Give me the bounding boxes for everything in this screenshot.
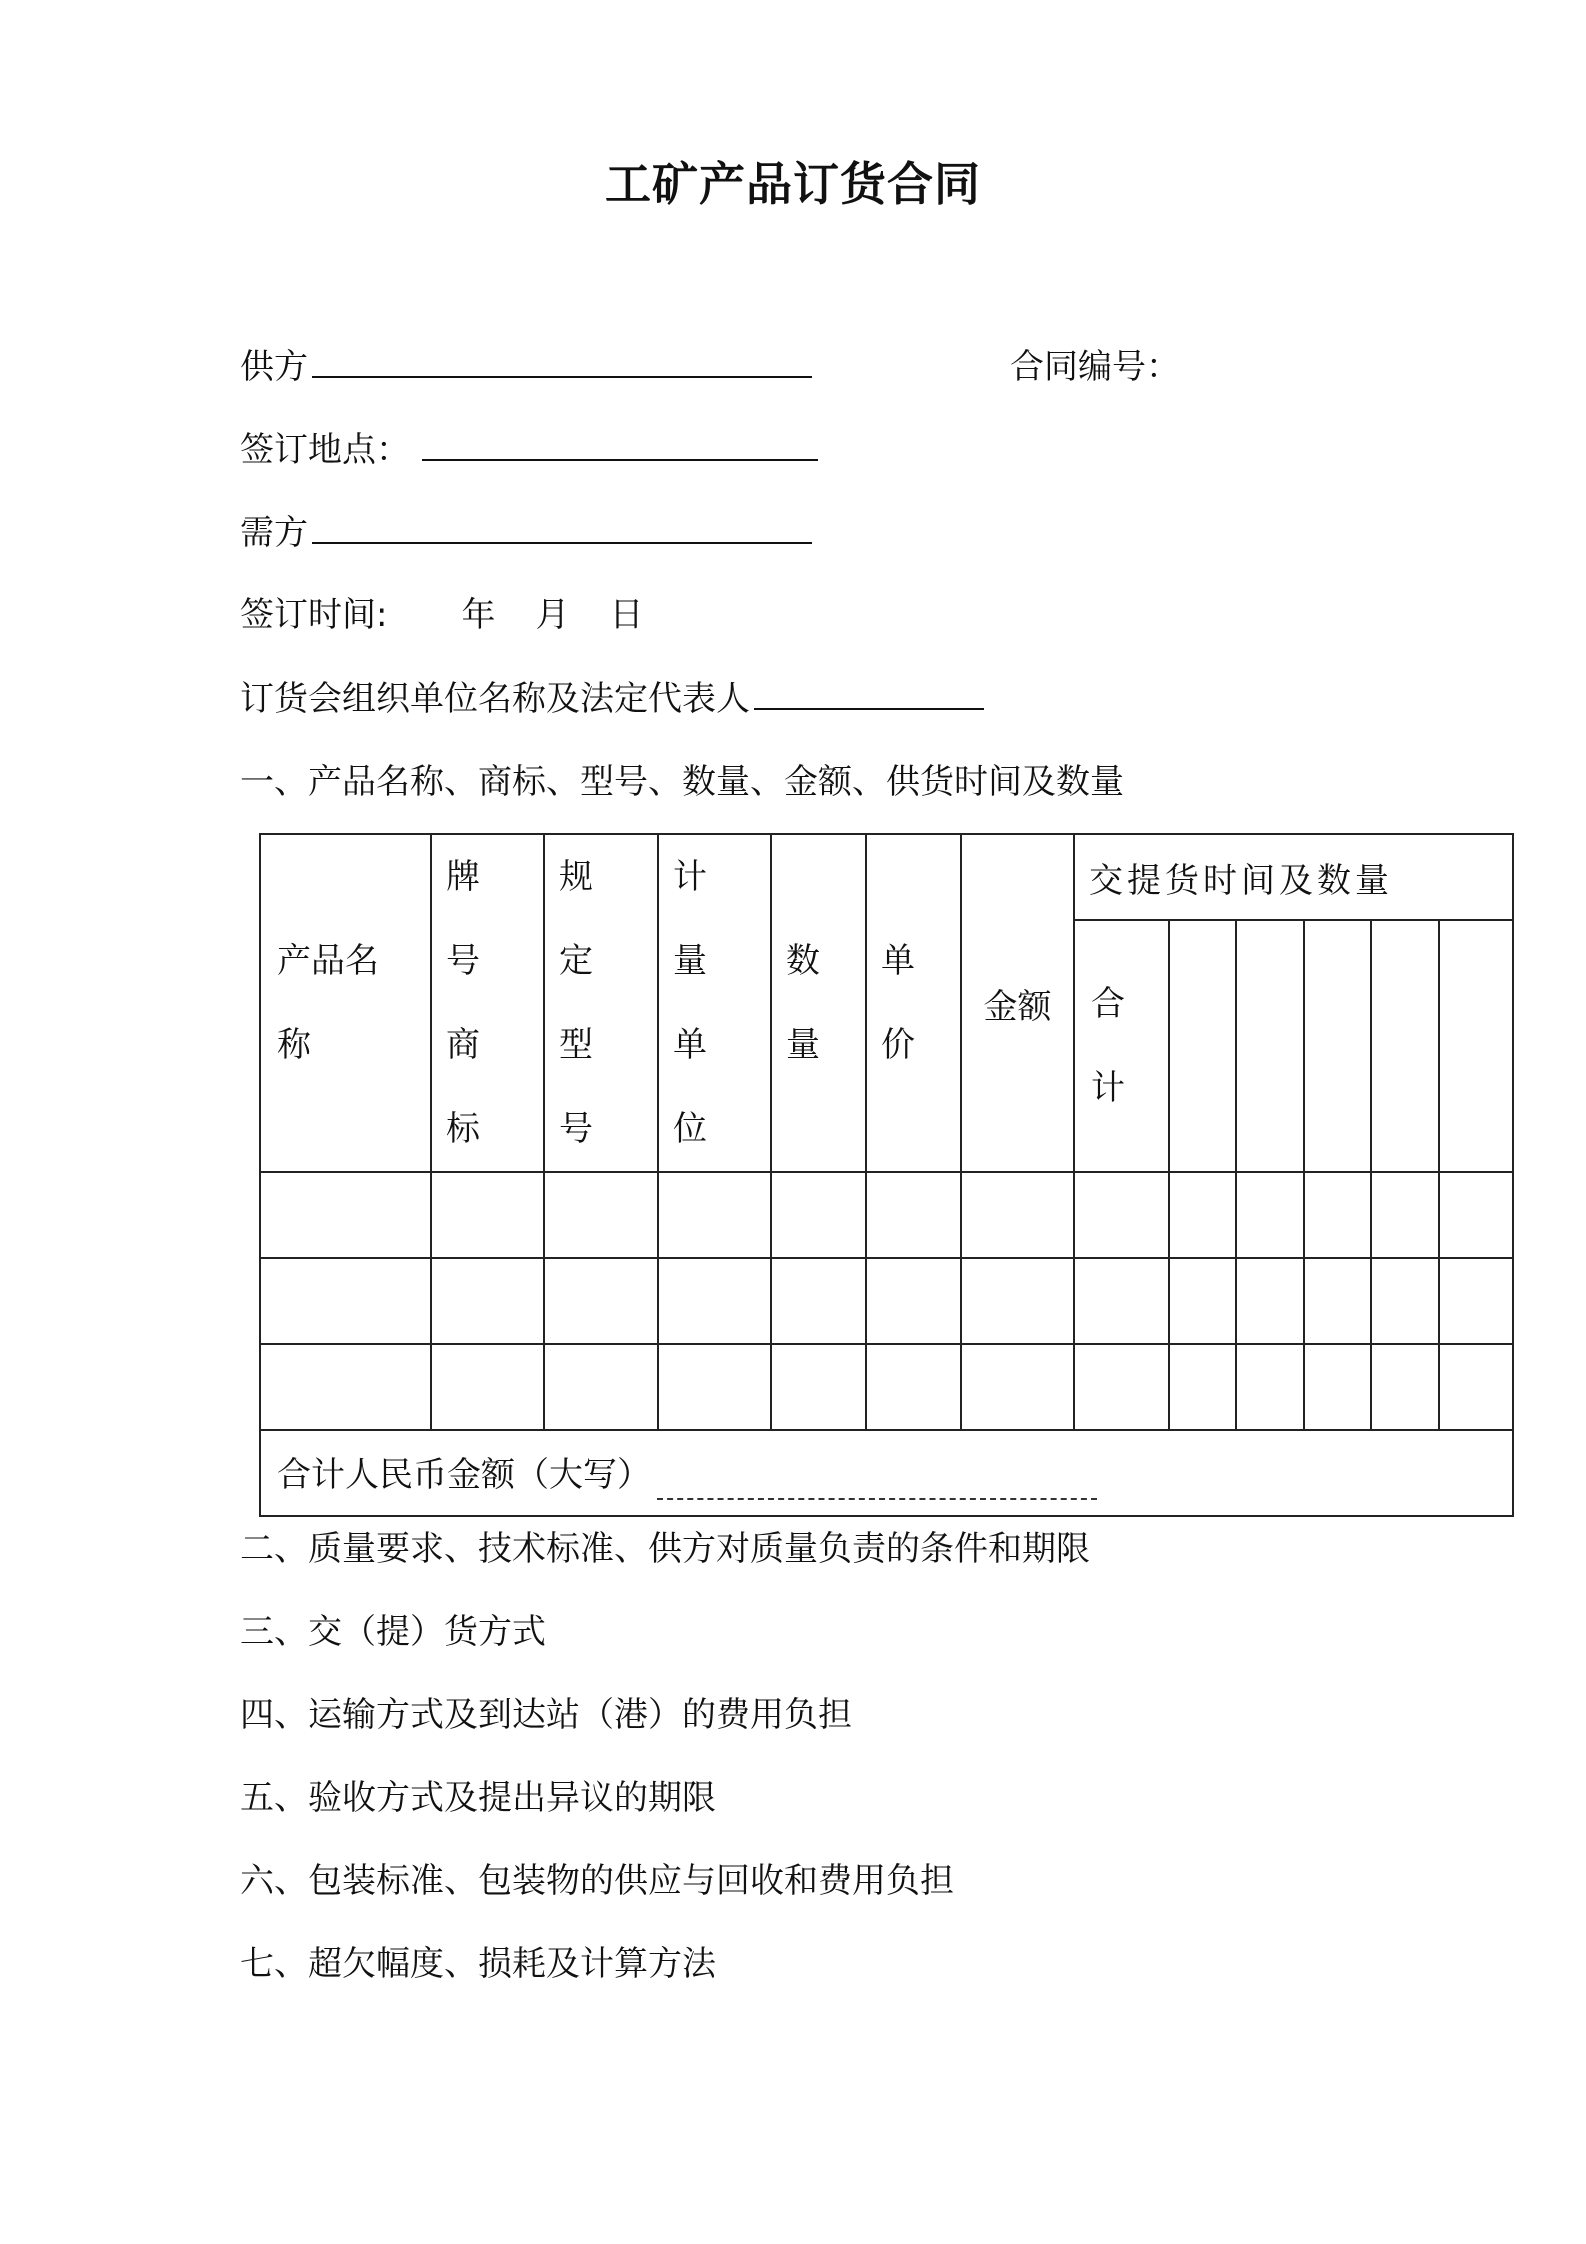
table-cell[interactable] bbox=[431, 1258, 544, 1344]
organizer-line bbox=[240, 679, 984, 719]
col-spec: 规定型号 bbox=[544, 834, 658, 1172]
delivery-slot bbox=[1236, 920, 1304, 1172]
table-cell[interactable] bbox=[1236, 1258, 1304, 1344]
col-amount: 金额 bbox=[961, 834, 1074, 1172]
table-cell[interactable] bbox=[771, 1344, 866, 1430]
total-amount-label: 合计人民币金额（大写） bbox=[277, 1454, 651, 1495]
table-row bbox=[260, 1172, 1513, 1258]
section-7-heading: 七、超欠幅度、损耗及计算方法 bbox=[240, 1944, 716, 1984]
table-cell[interactable] bbox=[1371, 1258, 1439, 1344]
col-product-name: 产品名称 bbox=[260, 834, 431, 1172]
delivery-slot bbox=[1371, 920, 1439, 1172]
section-6-heading: 六、包装标准、包装物的供应与回收和费用负担 bbox=[240, 1861, 954, 1901]
goods-table bbox=[259, 833, 1514, 1517]
table-cell[interactable] bbox=[1074, 1258, 1169, 1344]
supplier-label: 供方 bbox=[240, 347, 308, 387]
table-cell[interactable] bbox=[1304, 1344, 1371, 1430]
organizer-label: 订货会组织单位名称及法定代表人 bbox=[240, 679, 750, 719]
sign-time-label: 签订时间: bbox=[240, 595, 388, 635]
table-cell[interactable] bbox=[658, 1258, 771, 1344]
table-cell[interactable] bbox=[961, 1172, 1074, 1258]
buyer-label: 需方 bbox=[240, 513, 308, 553]
document-title: 工矿产品订货合同 bbox=[605, 157, 981, 211]
table-cell[interactable] bbox=[431, 1172, 544, 1258]
sign-place-label: 签订地点： bbox=[240, 430, 410, 470]
month-label: 月 bbox=[535, 595, 570, 635]
table-cell[interactable] bbox=[658, 1344, 771, 1430]
table-cell[interactable] bbox=[771, 1172, 866, 1258]
table-cell[interactable] bbox=[1074, 1172, 1169, 1258]
table-cell[interactable] bbox=[544, 1172, 658, 1258]
delivery-slot bbox=[1304, 920, 1371, 1172]
supplier-blank[interactable] bbox=[312, 366, 812, 378]
table-cell[interactable] bbox=[544, 1344, 658, 1430]
contract-no-label: 合同编号： bbox=[1010, 347, 1180, 387]
col-delivery: 交提货时间及数量 bbox=[1074, 834, 1513, 920]
table-cell[interactable] bbox=[961, 1258, 1074, 1344]
table-cell[interactable] bbox=[1169, 1344, 1236, 1430]
section-5-heading: 五、验收方式及提出异议的期限 bbox=[240, 1778, 716, 1818]
table-row bbox=[260, 1258, 1513, 1344]
table-cell[interactable] bbox=[260, 1344, 431, 1430]
year-label: 年 bbox=[461, 595, 496, 635]
total-amount-blank[interactable] bbox=[657, 1498, 1097, 1500]
col-brand: 牌号商标 bbox=[431, 834, 544, 1172]
table-header-row-1 bbox=[260, 834, 1513, 920]
table-cell[interactable] bbox=[1371, 1344, 1439, 1430]
table-cell[interactable] bbox=[1236, 1172, 1304, 1258]
col-price: 单价 bbox=[866, 834, 961, 1172]
table-cell[interactable] bbox=[771, 1258, 866, 1344]
table-cell[interactable] bbox=[961, 1344, 1074, 1430]
buyer-blank[interactable] bbox=[312, 532, 812, 544]
table-cell[interactable] bbox=[1304, 1258, 1371, 1344]
section-3-heading: 三、交（提）货方式 bbox=[240, 1612, 546, 1652]
section-4-heading: 四、运输方式及到达站（港）的费用负担 bbox=[240, 1695, 852, 1735]
sign-time-line bbox=[240, 595, 644, 635]
col-unit: 计量单位 bbox=[658, 834, 771, 1172]
section-1-heading: 一、产品名称、商标、型号、数量、金额、供货时间及数量 bbox=[240, 762, 1124, 802]
table-cell[interactable] bbox=[1236, 1344, 1304, 1430]
contract-no-line bbox=[1010, 347, 1180, 387]
table-cell[interactable] bbox=[544, 1258, 658, 1344]
table-cell[interactable] bbox=[866, 1172, 961, 1258]
day-label: 日 bbox=[609, 595, 644, 635]
table-cell[interactable] bbox=[1169, 1258, 1236, 1344]
sign-place-line bbox=[240, 430, 818, 470]
organizer-blank[interactable] bbox=[754, 698, 984, 710]
delivery-slot bbox=[1439, 920, 1513, 1172]
table-cell[interactable] bbox=[1304, 1172, 1371, 1258]
col-qty: 数量 bbox=[771, 834, 866, 1172]
table-cell[interactable] bbox=[866, 1344, 961, 1430]
table-cell[interactable] bbox=[260, 1172, 431, 1258]
supplier-line bbox=[240, 347, 812, 387]
total-row bbox=[260, 1430, 1513, 1516]
table-cell[interactable] bbox=[1439, 1258, 1513, 1344]
table-cell[interactable] bbox=[866, 1258, 961, 1344]
table-cell[interactable] bbox=[260, 1258, 431, 1344]
table-cell[interactable] bbox=[1439, 1344, 1513, 1430]
table-cell[interactable] bbox=[1439, 1172, 1513, 1258]
section-2-heading: 二、质量要求、技术标准、供方对质量负责的条件和期限 bbox=[240, 1529, 1090, 1569]
col-subtotal: 合计 bbox=[1074, 920, 1169, 1172]
table-row bbox=[260, 1344, 1513, 1430]
table-cell[interactable] bbox=[1074, 1344, 1169, 1430]
sign-place-blank[interactable] bbox=[422, 449, 818, 461]
table-cell[interactable] bbox=[1371, 1172, 1439, 1258]
table-cell[interactable] bbox=[658, 1172, 771, 1258]
table-cell[interactable] bbox=[431, 1344, 544, 1430]
delivery-slot bbox=[1169, 920, 1236, 1172]
total-amount-cell bbox=[260, 1430, 1513, 1516]
buyer-line bbox=[240, 513, 812, 553]
table-cell[interactable] bbox=[1169, 1172, 1236, 1258]
